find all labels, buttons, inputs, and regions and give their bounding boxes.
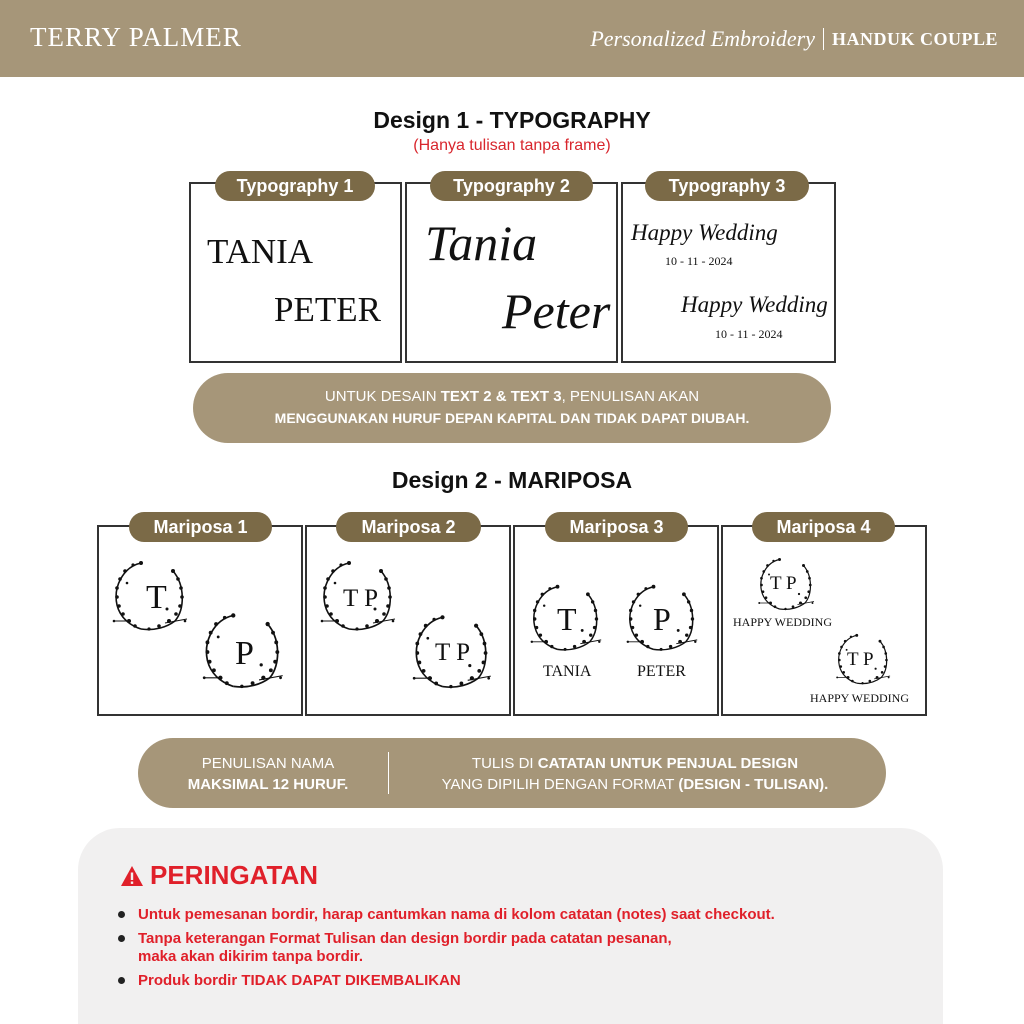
brand-logo: TERRY PALMER [30, 22, 242, 52]
note-bold: CATATAN UNTUK PENJUAL DESIGN [537, 755, 799, 772]
mariposa-1-mono1: T [146, 579, 167, 616]
typography-1-line2: PETER [274, 290, 381, 329]
typography-2-card [405, 182, 618, 363]
typography-3-date1: 10 - 11 - 2024 [665, 254, 733, 268]
name-limit-line1: PENULISAN NAMA [201, 755, 335, 772]
mariposa-3-mono2: P [653, 601, 671, 637]
mariposa-4-caption1: HAPPY WEDDING [733, 615, 832, 629]
note-text: UNTUK DESAIN [324, 388, 441, 405]
design2-note-banner [138, 738, 886, 808]
note-text: TULIS DI [471, 755, 538, 772]
typography-3-date2: 10 - 11 - 2024 [715, 327, 783, 341]
mariposa-2-card [305, 525, 511, 716]
typography-2-line1: Tania [425, 215, 538, 271]
warning-item: Produk bordir TIDAK DAPAT DIKEMBALIKAN [118, 972, 775, 990]
warning-title: PERINGATAN [150, 860, 319, 890]
mariposa-4-mono2: T P [847, 649, 874, 670]
banner-divider [388, 752, 389, 794]
typography-1-label: Typography 1 [215, 171, 375, 201]
note-bold: (DESIGN - TULISAN). [678, 776, 829, 793]
mariposa-3-label: Mariposa 3 [545, 512, 688, 542]
typography-3-label: Typography 3 [645, 171, 809, 201]
typography-3-line1: Happy Wedding [631, 220, 778, 245]
mariposa-2-mono2: T P [435, 639, 470, 666]
warning-heading [120, 860, 318, 891]
warning-triangle-icon [120, 865, 144, 887]
mariposa-3-name1: TANIA [543, 663, 592, 680]
warning-item-line1: Tanpa keterangan Format Tulisan dan design bordir pada catatan pesanan, [138, 930, 672, 947]
tagline-script: Personalized Embroidery [590, 26, 815, 51]
mariposa-4-card [721, 525, 927, 716]
warning-item [118, 930, 775, 966]
warning-item-line2: maka akan dikirim tanpa bordir. [138, 948, 364, 965]
mariposa-4-label: Mariposa 4 [752, 512, 895, 542]
header-tagline [590, 26, 998, 52]
typography-3-card [621, 182, 836, 363]
mariposa-3-card [513, 525, 719, 716]
tagline-product: HANDUK COUPLE [831, 28, 998, 49]
mariposa-2-mono1: T P [343, 585, 378, 612]
mariposa-2-label: Mariposa 2 [336, 512, 481, 542]
mariposa-3-name2: PETER [637, 663, 686, 680]
typography-2-line2: Peter [502, 283, 611, 339]
mariposa-1-card [97, 525, 303, 716]
design1-note-banner [193, 373, 831, 443]
name-limit-line2: MAKSIMAL 12 HURUF. [187, 776, 349, 793]
note-bold: TEXT 2 & TEXT 3 [440, 388, 562, 405]
warning-list [118, 906, 775, 996]
mariposa-3-mono1: T [557, 601, 577, 637]
design1-note-line2: MENGGUNAKAN HURUF DEPAN KAPITAL DAN TIDAK DAPAT DIUBAH. [274, 410, 750, 426]
design1-title: Design 1 - TYPOGRAPHY [373, 107, 651, 133]
warning-item: Untuk pemesanan bordir, harap cantumkan nama di kolom catatan (notes) saat checkout. [118, 906, 775, 924]
typography-1-line1: TANIA [207, 232, 314, 271]
note-text: , PENULISAN AKAN [561, 388, 700, 405]
order-format-line2 [400, 774, 870, 795]
note-text: YANG DIPILIH DENGAN FORMAT [441, 776, 679, 793]
order-format-line1 [400, 753, 870, 774]
typography-2-label: Typography 2 [430, 171, 593, 201]
mariposa-1-label: Mariposa 1 [129, 512, 272, 542]
warning-panel [78, 828, 943, 1024]
header-bar [0, 0, 1024, 77]
mariposa-4-mono1: T P [770, 573, 797, 594]
mariposa-1-mono2: P [235, 635, 254, 672]
design1-subtitle: (Hanya tulisan tanpa frame) [413, 137, 611, 154]
tagline-divider [823, 28, 824, 50]
design2-title: Design 2 - MARIPOSA [391, 467, 633, 493]
design1-note-line1 [193, 387, 831, 407]
mariposa-4-caption2: HAPPY WEDDING [810, 691, 909, 705]
typography-3-line2: Happy Wedding [681, 292, 828, 317]
order-format-note [400, 753, 870, 795]
name-limit-note [168, 753, 368, 795]
typography-1-card [189, 182, 402, 363]
